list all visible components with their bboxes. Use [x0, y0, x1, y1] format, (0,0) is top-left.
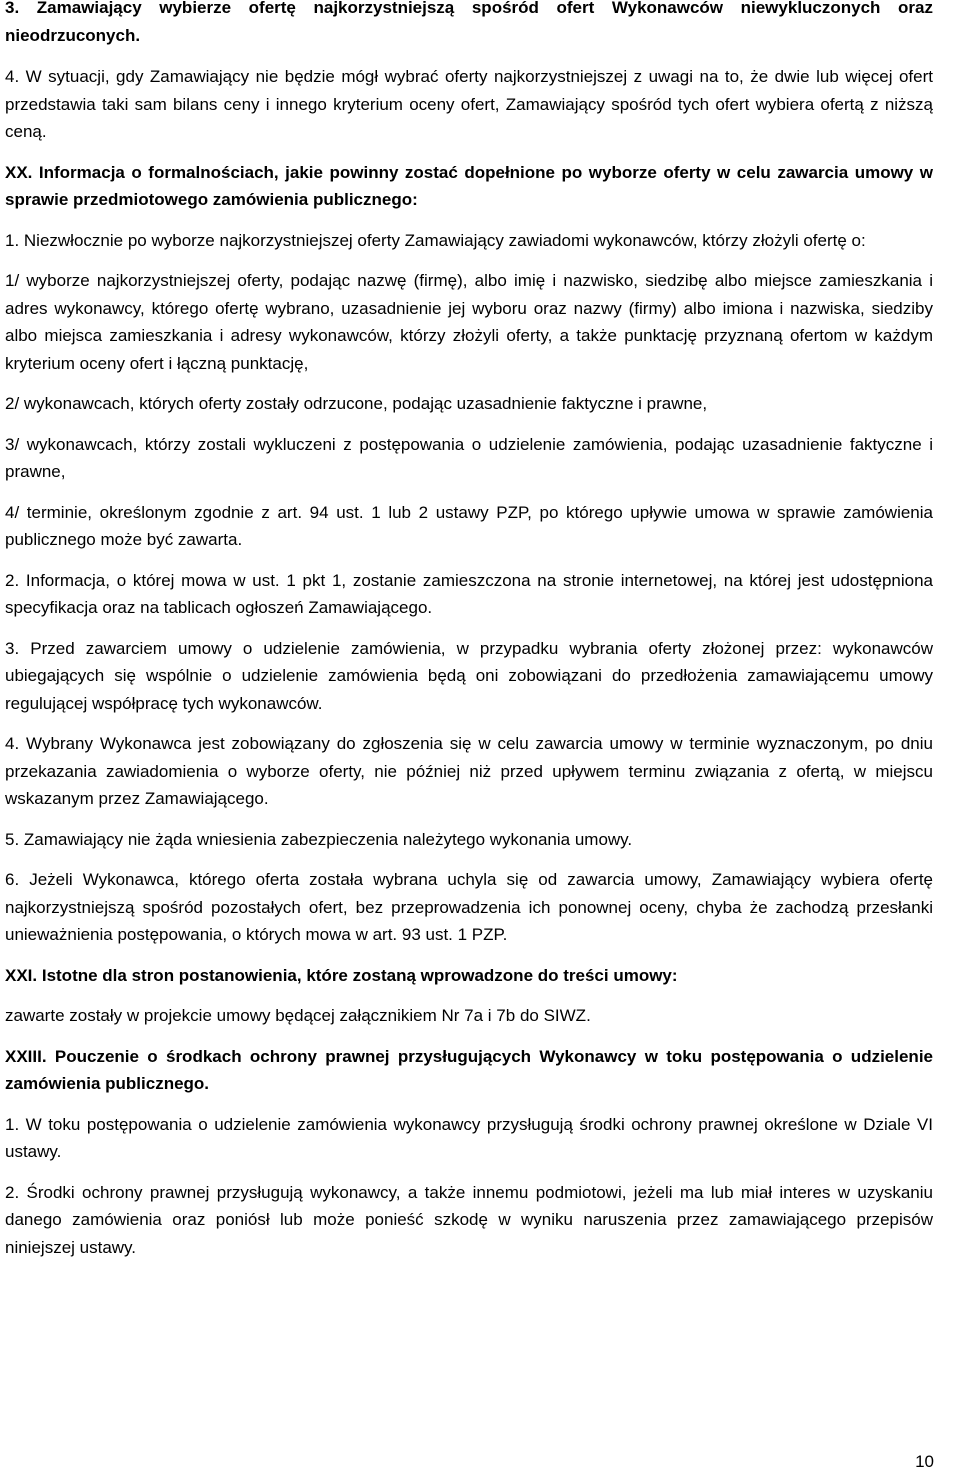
xx-subitem-1-paragraph: 1/ wyborze najkorzystniejszej oferty, podając nazwę (firmę), albo imię i nazwisko, siedzibę albo miejsce zamieszkania i adres wykonawcy, którego ofertę wybrano, uzasadnienie jej wyboru oraz nazwy (firmy) albo imiona i nazwiska, siedziby albo miejsca zamieszkania i adresy wykonawców, którzy złożyli oferty, a także punktację przyznaną ofertom w każdym kryterium oceny ofert i łączną punktację, — [5, 271, 933, 373]
page-number: 10 — [915, 1452, 934, 1471]
document-body — [5, 0, 933, 1261]
section-xxiii-heading: XXIII. Pouczenie o środkach ochrony prawnej przysługujących Wykonawcy w toku postępowania o udzielenie zamówienia publicznego. — [5, 1046, 933, 1093]
xx-subitem-2-paragraph: 2/ wykonawcach, których oferty zostały odrzucone, podając uzasadnienie faktyczne i prawne, — [5, 394, 708, 413]
xxiii-item-2-paragraph: 2. Środki ochrony prawnej przysługują wykonawcy, a także innemu podmiotowi, jeżeli ma lub miał interes w uzyskaniu danego zamówienia oraz poniósł lub może ponieść szkodę w wyniku naruszenia przez zamawiającego przepisów niniejszej ustawy. — [5, 1182, 933, 1257]
xxi-body-paragraph: zawarte zostały w projekcie umowy będącej załącznikiem Nr 7a i 7b do SIWZ. — [5, 1006, 591, 1025]
section-xx-heading: XX. Informacja o formalnościach, jakie powinny zostać dopełnione po wyborze oferty w celu zawarcia umowy w sprawie przedmiotowego zamówienia publicznego: — [5, 162, 933, 209]
xx-item-6-paragraph: 6. Jeżeli Wykonawca, którego oferta została wybrana uchyla się od zawarcia umowy, Zamawiający wybiera ofertę najkorzystniejszą spośród pozostałych ofert, bez przeprowadzenia ich ponownej oceny, chyba że zachodzą przesłanki unieważnienia postępowania, o których mowa w art. 93 ust. 1 PZP. — [5, 870, 933, 944]
section-xxi-heading: XXI. Istotne dla stron postanowienia, które zostaną wprowadzone do treści umowy: — [5, 965, 678, 985]
xx-subitem-3-paragraph: 3/ wykonawcach, którzy zostali wykluczeni z postępowania o udzielenie zamówienia, podając uzasadnienie faktyczne i prawne, — [5, 434, 933, 481]
xxiii-item-1-paragraph: 1. W toku postępowania o udzielenie zamówienia wykonawcy przysługują środki ochrony prawnej określone w Dziale VI ustawy. — [5, 1114, 933, 1161]
item-4-paragraph: 4. W sytuacji, gdy Zamawiający nie będzie mógł wybrać oferty najkorzystniejszej z uwagi na to, że dwie lub więcej ofert przedstawia taki sam bilans ceny i innego kryterium oceny ofert, Zamawiający spośród tych ofert wybiera ofertą z niższą ceną. — [5, 67, 933, 141]
xx-item-1-paragraph: 1. Niezwłocznie po wyborze najkorzystniejszej oferty Zamawiający zawiadomi wykonawców, którzy złożyli ofertę o: — [5, 230, 866, 250]
xx-item-3-paragraph: 3. Przed zawarciem umowy o udzielenie zamówienia, w przypadku wybrania oferty złożonej przez: wykonawców ubiegających się wspólnie o udzielenie zamówienia będą oni zobowiązani do przedłożenia zamawiającemu umowy regulującej współpracę tych wykonawców. — [5, 638, 933, 713]
xx-item-5-paragraph: 5. Zamawiający nie żąda wniesienia zabezpieczenia należytego wykonania umowy. — [5, 829, 633, 849]
xx-subitem-4-paragraph: 4/ terminie, określonym zgodnie z art. 94 ust. 1 lub 2 ustawy PZP, po którego upływie umowa w sprawie zamówienia publicznego może być zawarta. — [5, 502, 933, 549]
xx-item-4-paragraph: 4. Wybrany Wykonawca jest zobowiązany do zgłoszenia się w celu zawarcia umowy w terminie wyznaczonym, po dniu przekazania zawiadomienia o wyborze oferty, nie później niż przed upływem terminu związania z ofertą, w miejscu wskazanym przez Zamawiającego. — [5, 734, 933, 808]
xx-item-2-paragraph: 2. Informacja, o której mowa w ust. 1 pkt 1, zostanie zamieszczona na stronie internetowej, na której jest udostępniona specyfikacja oraz na tablicach ogłoszeń Zamawiającego. — [5, 570, 933, 617]
item-3-paragraph: 3. Zamawiający wybierze ofertę najkorzystniejszą spośród ofert Wykonawców niewykluczonych oraz nieodrzuconych. — [5, 0, 933, 45]
